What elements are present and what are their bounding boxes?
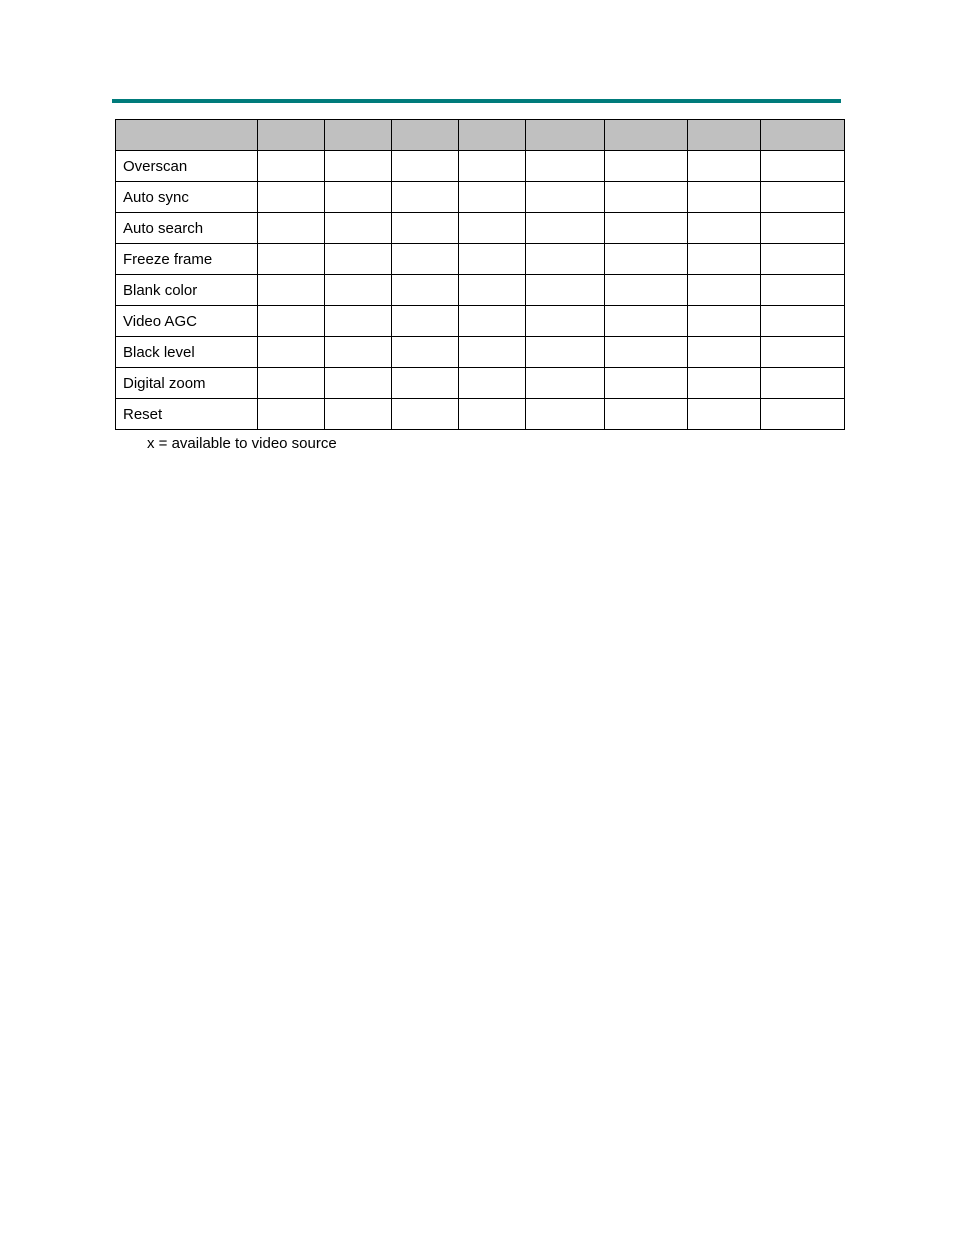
header-cell [116,120,258,151]
header-cell [258,120,325,151]
table-cell [605,399,688,430]
table-cell [258,244,325,275]
table-cell [258,275,325,306]
table-footnote: x = available to video source [147,435,337,452]
table-cell [392,244,459,275]
table-cell [761,182,845,213]
table-cell [688,213,761,244]
table-cell [258,182,325,213]
table-cell [526,182,605,213]
table-cell [325,182,392,213]
table-cell [605,244,688,275]
table-cell [459,337,526,368]
table-cell [605,151,688,182]
row-label: Black level [116,337,258,368]
table-cell [459,368,526,399]
table-cell [605,182,688,213]
row-label: Reset [116,399,258,430]
table-cell [526,275,605,306]
table-cell [605,306,688,337]
header-cell [459,120,526,151]
table-row [116,337,845,368]
table-cell [761,151,845,182]
row-label: Video AGC [116,306,258,337]
table-cell [761,399,845,430]
table-row [116,182,845,213]
row-label: Overscan [116,151,258,182]
table-cell [761,275,845,306]
table-cell [459,399,526,430]
table-cell [605,337,688,368]
table-cell [392,213,459,244]
table-cell [392,151,459,182]
row-label: Digital zoom [116,368,258,399]
table-cell [605,368,688,399]
table-cell [325,306,392,337]
table-cell [258,337,325,368]
source-availability-table [115,119,845,430]
table-cell [688,244,761,275]
table-cell [761,213,845,244]
table-cell [392,337,459,368]
table-cell [258,151,325,182]
table-cell [258,213,325,244]
table-cell [459,244,526,275]
table-cell [526,306,605,337]
table-row [116,275,845,306]
table-cell [459,306,526,337]
table-cell [526,244,605,275]
table-cell [688,182,761,213]
table-cell [459,213,526,244]
table-header-row [116,120,845,151]
table-row [116,306,845,337]
table-row [116,399,845,430]
table-cell [325,368,392,399]
row-label: Auto search [116,213,258,244]
table-cell [761,306,845,337]
table-cell [761,244,845,275]
table-cell [392,306,459,337]
table-cell [392,182,459,213]
table-cell [688,337,761,368]
table-cell [325,337,392,368]
table-cell [526,213,605,244]
table-cell [325,399,392,430]
table-cell [526,337,605,368]
header-cell [761,120,845,151]
table-row [116,151,845,182]
table-row [116,244,845,275]
table-cell [605,213,688,244]
row-label: Freeze frame [116,244,258,275]
table-cell [688,275,761,306]
header-cell [392,120,459,151]
table-cell [459,182,526,213]
header-rule [112,99,841,103]
table-cell [325,213,392,244]
table-cell [761,368,845,399]
table-cell [526,151,605,182]
table-cell [761,337,845,368]
table-cell [605,275,688,306]
table-cell [392,399,459,430]
table-cell [258,306,325,337]
table-row [116,368,845,399]
table-cell [392,368,459,399]
row-label: Auto sync [116,182,258,213]
table-cell [459,151,526,182]
table-cell [526,399,605,430]
table-cell [325,244,392,275]
table-cell [526,368,605,399]
table-cell [459,275,526,306]
header-cell [688,120,761,151]
row-label: Blank color [116,275,258,306]
table-cell [258,399,325,430]
table-cell [688,368,761,399]
table-cell [688,151,761,182]
table-row [116,213,845,244]
header-cell [605,120,688,151]
table-cell [688,306,761,337]
table-cell [688,399,761,430]
header-cell [526,120,605,151]
table-cell [258,368,325,399]
table-cell [392,275,459,306]
table-cell [325,275,392,306]
header-cell [325,120,392,151]
table-cell [325,151,392,182]
